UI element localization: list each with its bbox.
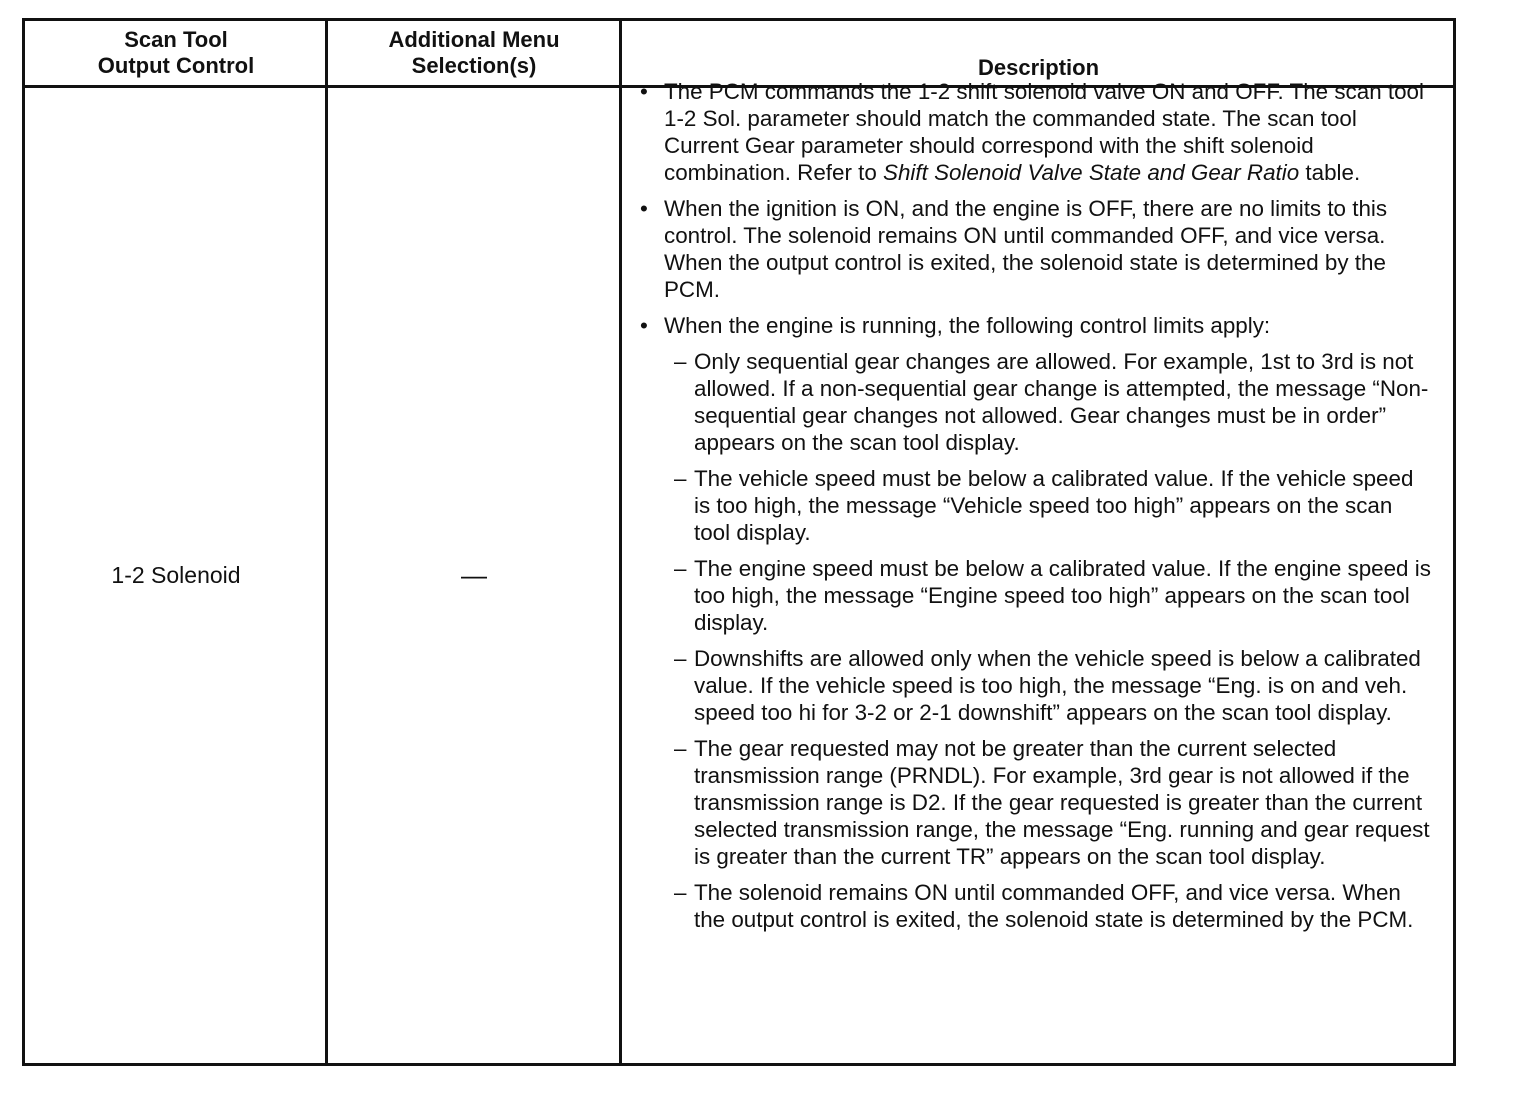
control-limit-item (634, 555, 1434, 636)
control-limit-text: The gear requested may not be greater than the current selected transmission range (PRNDL). For example, 3rd gear is not allowed if the transmission range is D2. If the gear requested is greater than the current selected transmission range, the message “Eng. running and gear request is greater than the current TR” appears on the scan tool display. (694, 736, 1430, 869)
control-limit-text: The vehicle speed must be below a calibrated value. If the vehicle speed is too high, the message “Vehicle speed too high” appears on the scan tool display. (694, 466, 1414, 545)
control-limit-item (634, 879, 1434, 933)
dash-marker: – (674, 349, 687, 374)
control-limit-item (634, 645, 1434, 726)
bullet-text: The PCM commands the 1-2 shift solenoid valve ON and OFF. The scan tool 1-2 Sol. parameter should match the commanded state. The scan tool Current Gear parameter should correspond with the shift solenoid combination. Refer to (664, 79, 1424, 185)
header-additional-menu-selections (327, 21, 621, 85)
bullet-marker: • (640, 196, 648, 221)
cell-output-control (25, 88, 327, 1063)
description-bullet (634, 78, 1434, 186)
bullet-text: When the ignition is ON, and the engine is OFF, there are no limits to this control. The solenoid remains ON until commanded OFF, and vice versa. When the output control is exited, the solenoid state is determined by the PCM. (664, 196, 1388, 302)
header-description (621, 21, 1456, 85)
control-limits-list (634, 348, 1434, 933)
bullet-marker: • (640, 313, 648, 338)
control-limit-text: Downshifts are allowed only when the vehicle speed is below a calibrated value. If the vehicle speed is too high, the message “Eng. is on and veh. speed too hi for 3-2 or 2-1 downshift” appears on the scan tool display. (694, 646, 1421, 725)
header-text: Additional Menu (388, 27, 560, 52)
dash-marker: – (674, 880, 687, 905)
control-limit-text: Only sequential gear changes are allowed. For example, 1st to 3rd is not allowed. If a non-sequential gear change is attempted, the message “Non-sequential gear changes not allowed. Gear changes must be in order” appears on the scan tool display. (694, 349, 1429, 455)
menu-selection-value: — (461, 560, 487, 590)
dash-marker: – (674, 736, 687, 761)
table-reference: Shift Solenoid Valve State and Gear Ratio (883, 160, 1300, 185)
header-text: Scan Tool (124, 27, 228, 52)
control-limit-text: The engine speed must be below a calibrated value. If the engine speed is too high, the message “Engine speed too high” appears on the scan tool display. (694, 556, 1431, 635)
bullet-text: table. (1299, 160, 1361, 185)
bullet-marker: • (640, 79, 648, 104)
dash-marker: – (674, 646, 687, 671)
header-text: Output Control (97, 53, 255, 78)
output-control-value: 1-2 Solenoid (111, 562, 241, 588)
header-text: Description (977, 55, 1100, 80)
control-limit-item (634, 735, 1434, 870)
cell-menu-selection (327, 88, 621, 1063)
description-bullet (634, 312, 1434, 339)
header-text: Selection(s) (411, 53, 537, 78)
control-limit-item (634, 348, 1434, 456)
dash-marker: – (674, 466, 687, 491)
description-bullet (634, 195, 1434, 303)
header-scan-tool-output-control (25, 21, 327, 85)
description-cell (634, 78, 1434, 942)
control-limit-item (634, 465, 1434, 546)
bullet-text: When the engine is running, the following control limits apply: (664, 313, 1271, 338)
control-limit-text: The solenoid remains ON until commanded OFF, and vice versa. When the output control is exited, the solenoid state is determined by the PCM. (694, 880, 1414, 932)
dash-marker: – (674, 556, 687, 581)
